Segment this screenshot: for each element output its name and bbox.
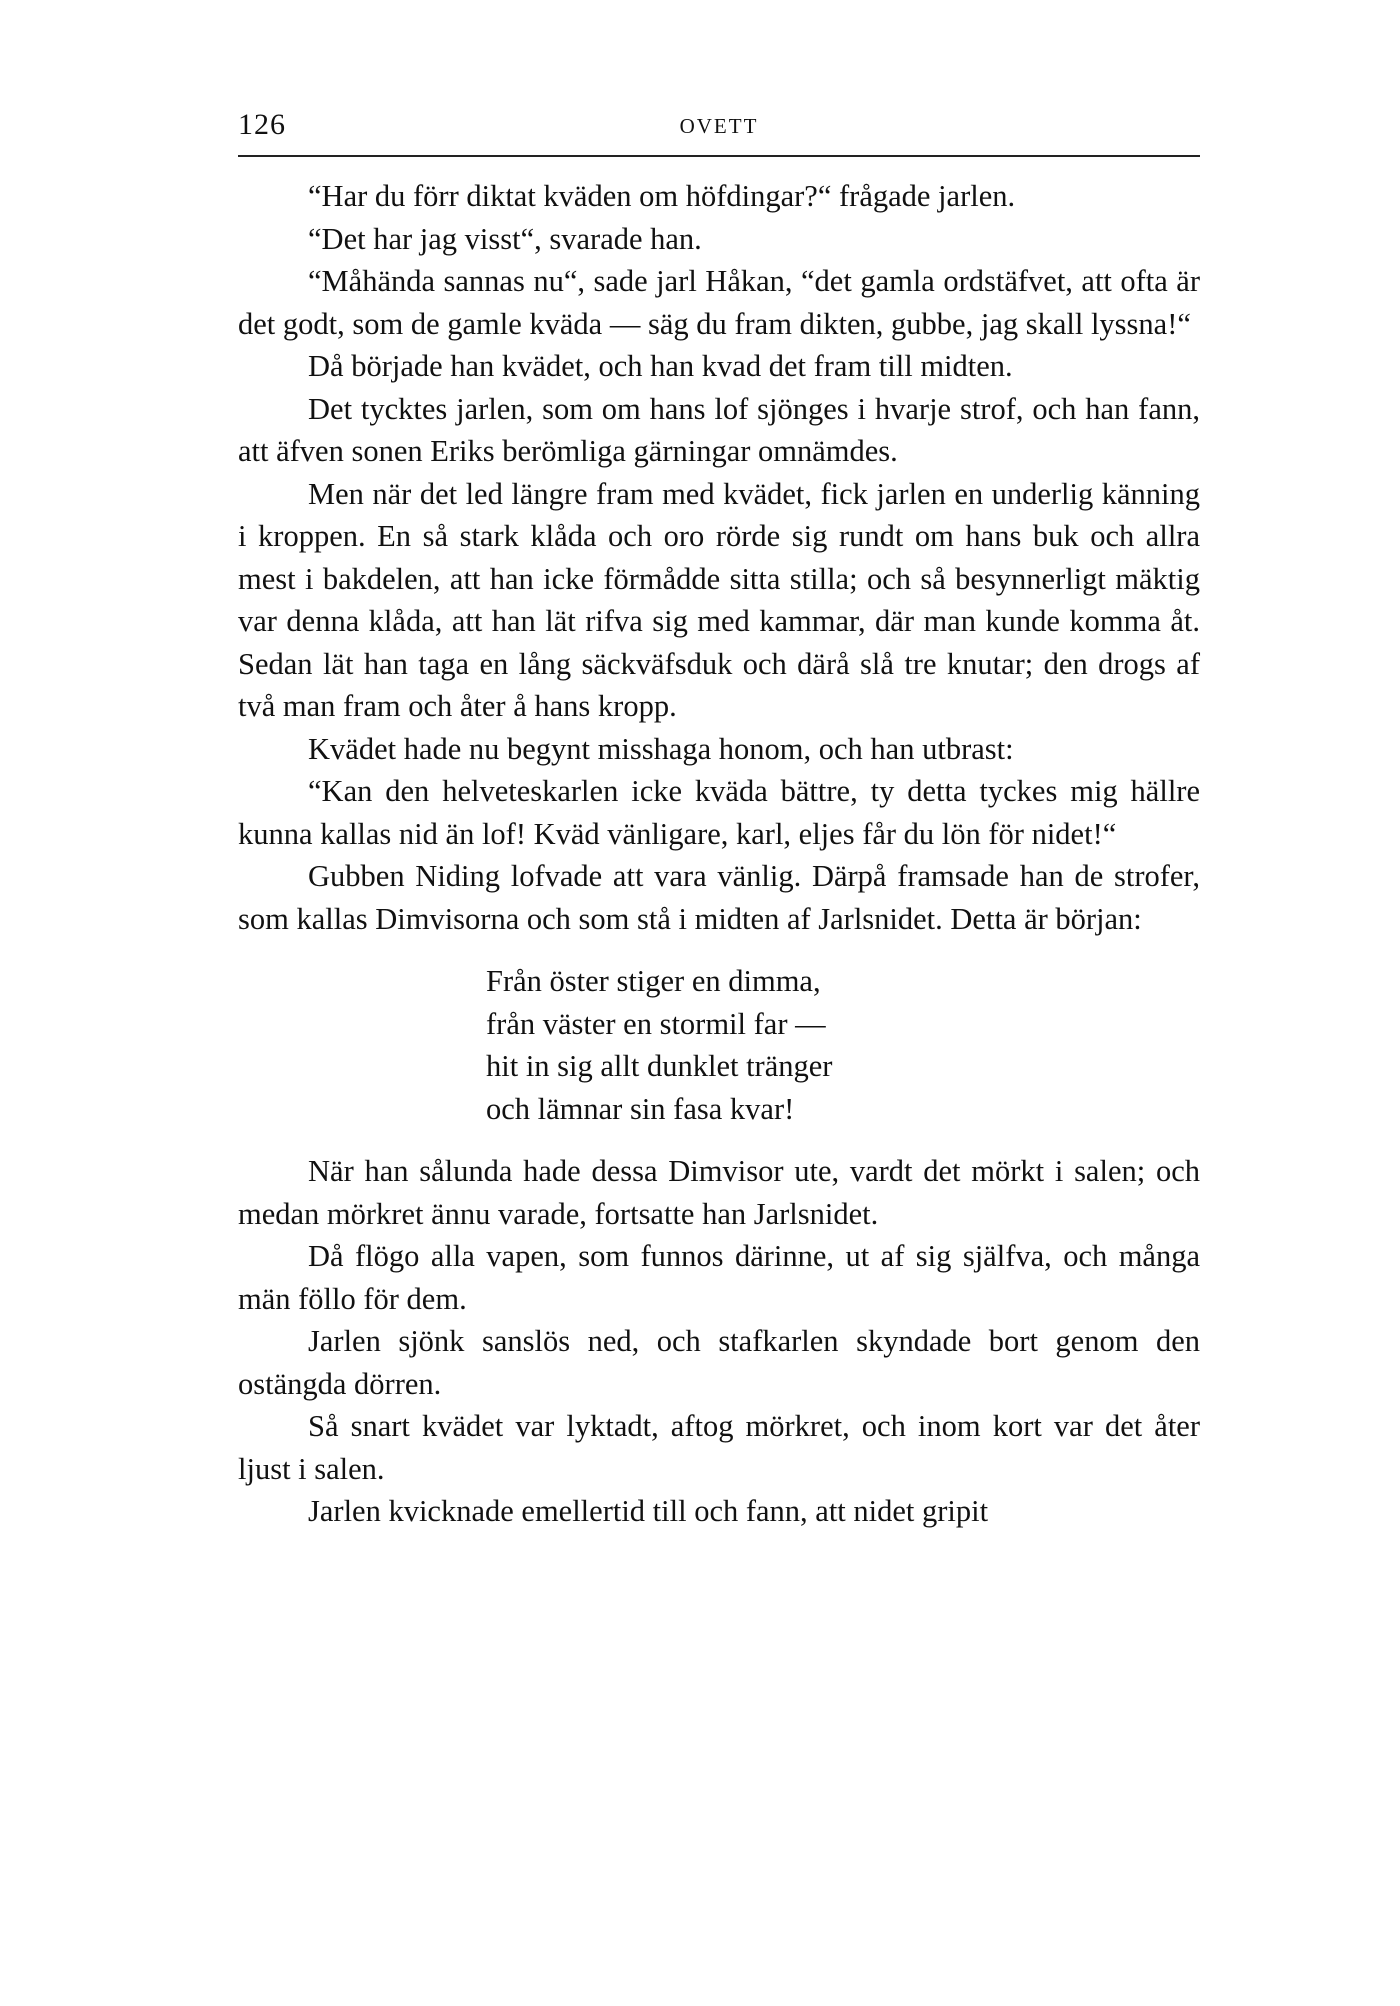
paragraph: Då började han kvädet, och han kvad det fram till midten. [308,349,1013,383]
poem-line: hit in sig allt dunklet tränger [486,1049,833,1083]
paragraph: “Har du förr diktat kväden om höfdingar?“ frågade jarlen. [308,179,1016,213]
paragraph: “Det har jag visst“, svarade han. [308,221,702,256]
paragraph: Jarlen sjönk sanslös ned, och stafkarlen skyndade bort genom den ostängda dörren. [238,1324,1200,1401]
running-title: OVETT [679,114,759,138]
page-number: 126 [238,108,286,141]
running-head [238,108,1200,148]
body-text [238,175,1200,1533]
paragraph: “Kan den helveteskarlen icke kväda bättre, ty detta tyckes mig hällre kunna kallas nid än lof! Kväd vänligare, karl, eljes får du lön för nidet!“ [238,774,1200,851]
paragraph: Det tycktes jarlen, som om hans lof sjönges i hvarje strof, och han fann, att äfven sonen Eriks berömliga gärningar omnämdes. [238,391,1200,468]
paragraph: Då flögo alla vapen, som funnos därinne, ut af sig själfva, och många män föllo för dem. [238,1239,1200,1316]
poem-line: och lämnar sin fasa kvar! [486,1091,795,1126]
paragraph: Gubben Niding lofvade att vara vänlig. Därpå framsade han de strofer, som kallas Dimvisorna och som stå i midten af Jarlsnidet. Detta är början: [238,859,1200,936]
paragraph: När han sålunda hade dessa Dimvisor ute, vardt det mörkt i salen; och medan mörkret ännu varade, fortsatte han Jarlsnidet. [238,1154,1200,1231]
paragraph: Så snart kvädet var lyktadt, aftog mörkret, och inom kort var det åter ljust i salen. [238,1409,1200,1486]
header-rule [238,155,1200,157]
paragraph: Kvädet hade nu begynt misshaga honom, och han utbrast: [308,731,1014,766]
paragraph: “Måhända sannas nu“, sade jarl Håkan, “det gamla ordstäfvet, att ofta är det godt, som de gamle kväda — säg du fram dikten, gubbe, jag skall lyssna!“ [238,264,1200,341]
paragraph: Jarlen kvicknade emellertid till och fann, att nidet gripit [308,1494,989,1528]
poem-line: Från öster stiger en dimma, [486,964,821,998]
poem-line: från väster en stormil far — [486,1006,826,1041]
paragraph: Men när det led längre fram med kvädet, fick jarlen en underlig känning i kroppen. En så stark klåda och oro rörde sig rundt om hans buk och allra mest i bakdelen, att han icke förmådde sitta stilla; och så besynnerligt mäktig var denna klåda, att han lät rifva sig med kammar, där man kunde komma åt. Sedan lät han taga en lång säckväfsduk och därå slå tre knutar; den drogs af två man fram och åter å hans kropp. [238,476,1200,723]
poem-stanza [486,960,1200,1130]
